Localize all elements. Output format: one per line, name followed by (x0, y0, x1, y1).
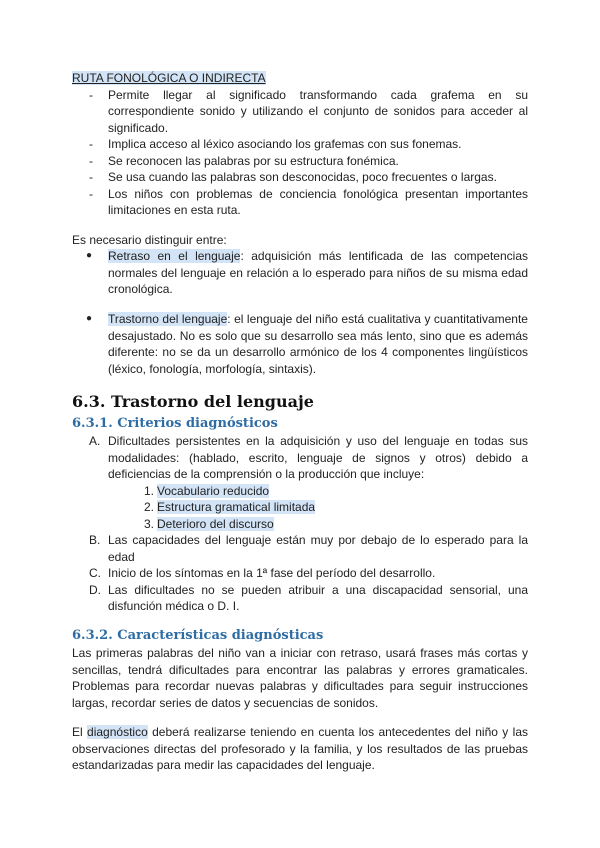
section-heading-6-3: 6.3. Trastorno del lenguaje (72, 392, 314, 411)
list-item: C. Inicio de los síntomas en la 1ª fase del período del desarrollo. (89, 566, 436, 580)
criterios-sublist (72, 483, 528, 533)
list-item: B. Las capacidades del lenguaje están muy por debajo de lo esperado para la edad (89, 533, 528, 564)
list-item: - Se reconocen las palabras por su estructura fonémica. (89, 153, 399, 168)
list-item: - Permite llegar al significado transformando cada grafema en su correspondiente sonido y utilizando el conjunto de sonidos para acceder al significado. (89, 87, 528, 135)
list-item: 2. Estructura gramatical limitada (144, 500, 316, 514)
caracteristicas-paragraph-2: El diagnóstico deberá realizarse teniendo en cuenta los antecedentes del niño y las observaciones directas del profesorado y la familia, y los resultados de las pruebas estandarizadas para medir las capacidades del lenguaje. (72, 725, 528, 772)
bullet-dot-icon: ● (86, 313, 93, 324)
list-item: D. Las dificultades no se pueden atribuir a una discapacidad sensorial, una disfunción médica o D. I. (89, 582, 528, 613)
distinguir-item-trastorno (72, 311, 528, 377)
ruta-section (72, 70, 528, 219)
list-item: - Se usa cuando las palabras son desconocidas, poco frecuentes o largas. (89, 170, 497, 184)
subsection-heading-criterios: 6.3.1. Criterios diagnósticos (72, 416, 278, 431)
list-item: 1. Vocabulario reducido (144, 483, 270, 498)
list-item: 3. Deterioro del discurso (144, 516, 274, 531)
list-item: - Implica acceso al léxico asociando los grafemas con sus fonemas. (89, 137, 462, 151)
distinguir-intro: Es necesario distinguir entre: (72, 233, 227, 247)
list-item: - Los niños con problemas de conciencia fonológica presentan importantes limitaciones en esta ruta. (89, 186, 528, 217)
list-item: ● Retraso en el lenguaje: adquisición más lentificada de las competencias normales del lenguaje en relación a lo esperado para niños de su misma edad cronológica. (86, 249, 528, 296)
ruta-title: RUTA FONOLÓGICA O INDIRECTA (72, 71, 266, 85)
list-item: A. Dificultades persistentes en la adquisición y uso del lenguaje en todas sus modalidades: (hablado, escrito, lenguaje de signos y otros) debido a deficiencias de la comprensión o la producción que incluye: (89, 434, 528, 481)
bullet-dot-icon: ● (86, 250, 93, 261)
list-item: ● Trastorno del lenguaje: el lenguaje del niño está cualitativa y cuantitativamente desajustado. No es solo que su desarrollo sea más lento, sino que es además diferente: no se da un desarrollo armónico de los 4 componentes lingüísticos (léxico, fonología, morfología, sintaxis). (86, 312, 528, 376)
subsection-heading-caracteristicas: 6.3.2. Características diagnósticas (72, 628, 324, 643)
caracteristicas-paragraph-1: Las primeras palabras del niño van a iniciar con retraso, usará frases más cortas y sencillas, tendrá dificultades para encontrar las palabras y errores gramaticales. Problemas para recordar nuevas palabras y dificultades para seguir instrucciones largas, recordar series de datos y secuencias de sonidos. (72, 646, 528, 710)
criterios-list (72, 433, 528, 615)
ruta-bullet-list (72, 87, 528, 219)
distinguir-item-retraso (72, 248, 528, 298)
